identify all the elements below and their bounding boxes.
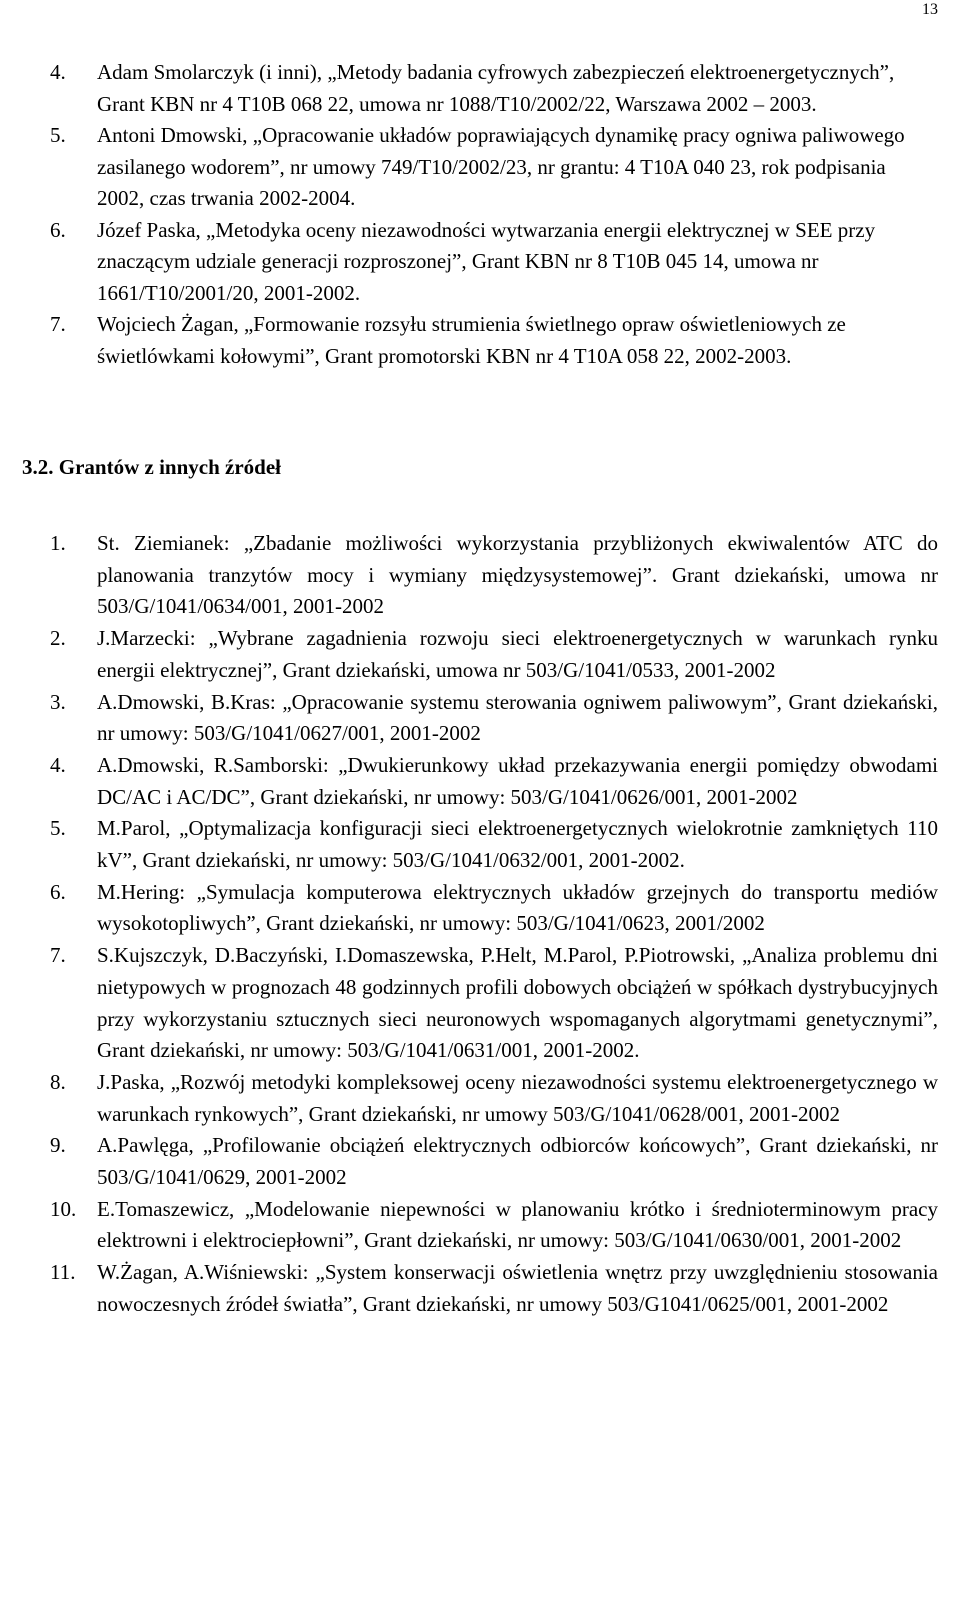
- grant-list-other-sources: [0, 528, 960, 1321]
- list-item-text: M.Parol, „Optymalizacja konfiguracji sieci elektroenergetycznych wielokrotnie zamkniętych 110 kV”, Grant dziekański, nr umowy: 503/G/1041/0632/001, 2001-2002.: [97, 816, 938, 873]
- list-item-text: J.Marzecki: „Wybrane zagadnienia rozwoju sieci elektroenergetycznych w warunkach rynku energii elektrycznej”, Grant dziekański, umowa nr 503/G/1041/0533, 2001-2002: [97, 626, 938, 682]
- list-item: [0, 813, 960, 876]
- list-item: [0, 1067, 960, 1130]
- list-item-number: 10.: [50, 1196, 77, 1221]
- list-item-text: Adam Smolarczyk (i inni), „Metody badania cyfrowych zabezpieczeń elektroenergetycznych”, Grant KBN nr 4 T10B 068 22, umowa nr 1088/T10/2002/22, Warszawa 2002 – 2003.: [97, 60, 895, 116]
- list-item-number: 5.: [50, 123, 66, 147]
- list-item: [0, 120, 960, 215]
- list-item-text: A.Dmowski, B.Kras: „Opracowanie systemu sterowania ogniwem paliwowym”, Grant dziekański, nr umowy: 503/G/1041/0627/001, 2001-2002: [97, 689, 938, 746]
- list-item: [0, 309, 960, 372]
- list-item-number: 2.: [50, 626, 66, 651]
- list-item-text: A.Pawlęga, „Profilowanie obciążeń elektrycznych odbiorców końcowych”, Grant dziekański, nr 503/G/1041/0629, 2001-2002: [97, 1133, 938, 1190]
- list-item-number: 5.: [50, 816, 66, 841]
- list-item-text: A.Dmowski, R.Samborski: „Dwukierunkowy układ przekazywania energii pomiędzy obwodami DC/AC i AC/DC”, Grant dziekański, nr umowy: 503/G/1041/0626/001, 2001-2002: [97, 752, 938, 809]
- grant-list-kbn: [0, 57, 960, 372]
- list-item-number: 7.: [50, 943, 66, 968]
- list-item: [0, 215, 960, 310]
- list-item: [0, 57, 960, 120]
- page-number: 13: [922, 1, 938, 18]
- list-item-number: 6.: [50, 217, 66, 242]
- list-item: [0, 528, 960, 623]
- list-item-number: 1.: [50, 531, 66, 555]
- list-item: [0, 1257, 960, 1320]
- list-item-text: St. Ziemianek: „Zbadanie możliwości wykorzystania przybliżonych ekwiwalentów ATC do planowania tranzytów mocy i wymiany międzysystemowej”. Grant dziekański, umowa nr 503/G/1041/0634/001, 2001-2002: [97, 531, 938, 619]
- list-item: [0, 877, 960, 940]
- list-item-text: E.Tomaszewicz, „Modelowanie niepewności w planowaniu krótko i średnioterminowym pracy elektrowni i elektrociepłowni”, Grant dziekański, nr umowy: 503/G/1041/0630/001, 2001-2002: [97, 1196, 938, 1253]
- list-item-number: 9.: [50, 1133, 66, 1158]
- list-item-text: W.Żagan, A.Wiśniewski: „System konserwacji oświetlenia wnętrz przy uwzględnieniu stosowania nowoczesnych źródeł światła”, Grant dziekański, nr umowy 503/G1041/0625/001, 2001-2002: [97, 1260, 938, 1316]
- list-item-number: 11.: [50, 1260, 76, 1285]
- list-item: [0, 623, 960, 686]
- list-item-number: 4.: [50, 752, 66, 777]
- section-heading: 3.2. Grantów z innych źródeł: [22, 455, 281, 479]
- list-item: [0, 750, 960, 813]
- list-item: [0, 687, 960, 750]
- list-item-text: Antoni Dmowski, „Opracowanie układów poprawiających dynamikę pracy ogniwa paliwowego zasilanego wodorem”, nr umowy 749/T10/2002/23, nr grantu: 4 T10A 040 23, rok podpisania 2002, czas trwania 2002-2004.: [97, 123, 905, 210]
- list-item: [0, 940, 960, 1067]
- list-item-number: 7.: [50, 312, 66, 336]
- list-item-text: S.Kujszczyk, D.Baczyński, I.Domaszewska, P.Helt, M.Parol, P.Piotrowski, „Analiza problemu dni nietypowych w prognozach 48 godzinnych profili dobowych obciążeń w spółkach dystrybucyjnych przy wykorzystaniu sztucznych sieci neuronowych wspomaganych algorytmami genetycznymi”, Grant dziekański, nr umowy: 503/G/1041/0631/001, 2001-2002.: [97, 943, 938, 1063]
- list-item-number: 8.: [50, 1069, 66, 1094]
- list-item-number: 6.: [50, 879, 66, 904]
- list-item-text: M.Hering: „Symulacja komputerowa elektrycznych układów grzejnych do transportu mediów wysokotopliwych”, Grant dziekański, nr umowy: 503/G/1041/0623, 2001/2002: [97, 879, 938, 936]
- list-item-number: 3.: [50, 689, 66, 714]
- list-item: [0, 1130, 960, 1193]
- list-item-text: Józef Paska, „Metodyka oceny niezawodności wytwarzania energii elektrycznej w SEE przy znaczącym udziale generacji rozproszonej”, Grant KBN nr 8 T10B 045 14, umowa nr 1661/T10/2001/20, 2001-2002.: [97, 217, 876, 305]
- list-item-text: J.Paska, „Rozwój metodyki kompleksowej oceny niezawodności systemu elektroenergetycznego w warunkach rynkowych”, Grant dziekański, nr umowy 503/G/1041/0628/001, 2001-2002: [97, 1069, 938, 1126]
- list-item-number: 4.: [50, 60, 66, 84]
- list-item: [0, 1194, 960, 1257]
- list-item-text: Wojciech Żagan, „Formowanie rozsyłu strumienia świetlnego opraw oświetleniowych ze świetlówkami kołowymi”, Grant promotorski KBN nr 4 T10A 058 22, 2002-2003.: [97, 312, 846, 368]
